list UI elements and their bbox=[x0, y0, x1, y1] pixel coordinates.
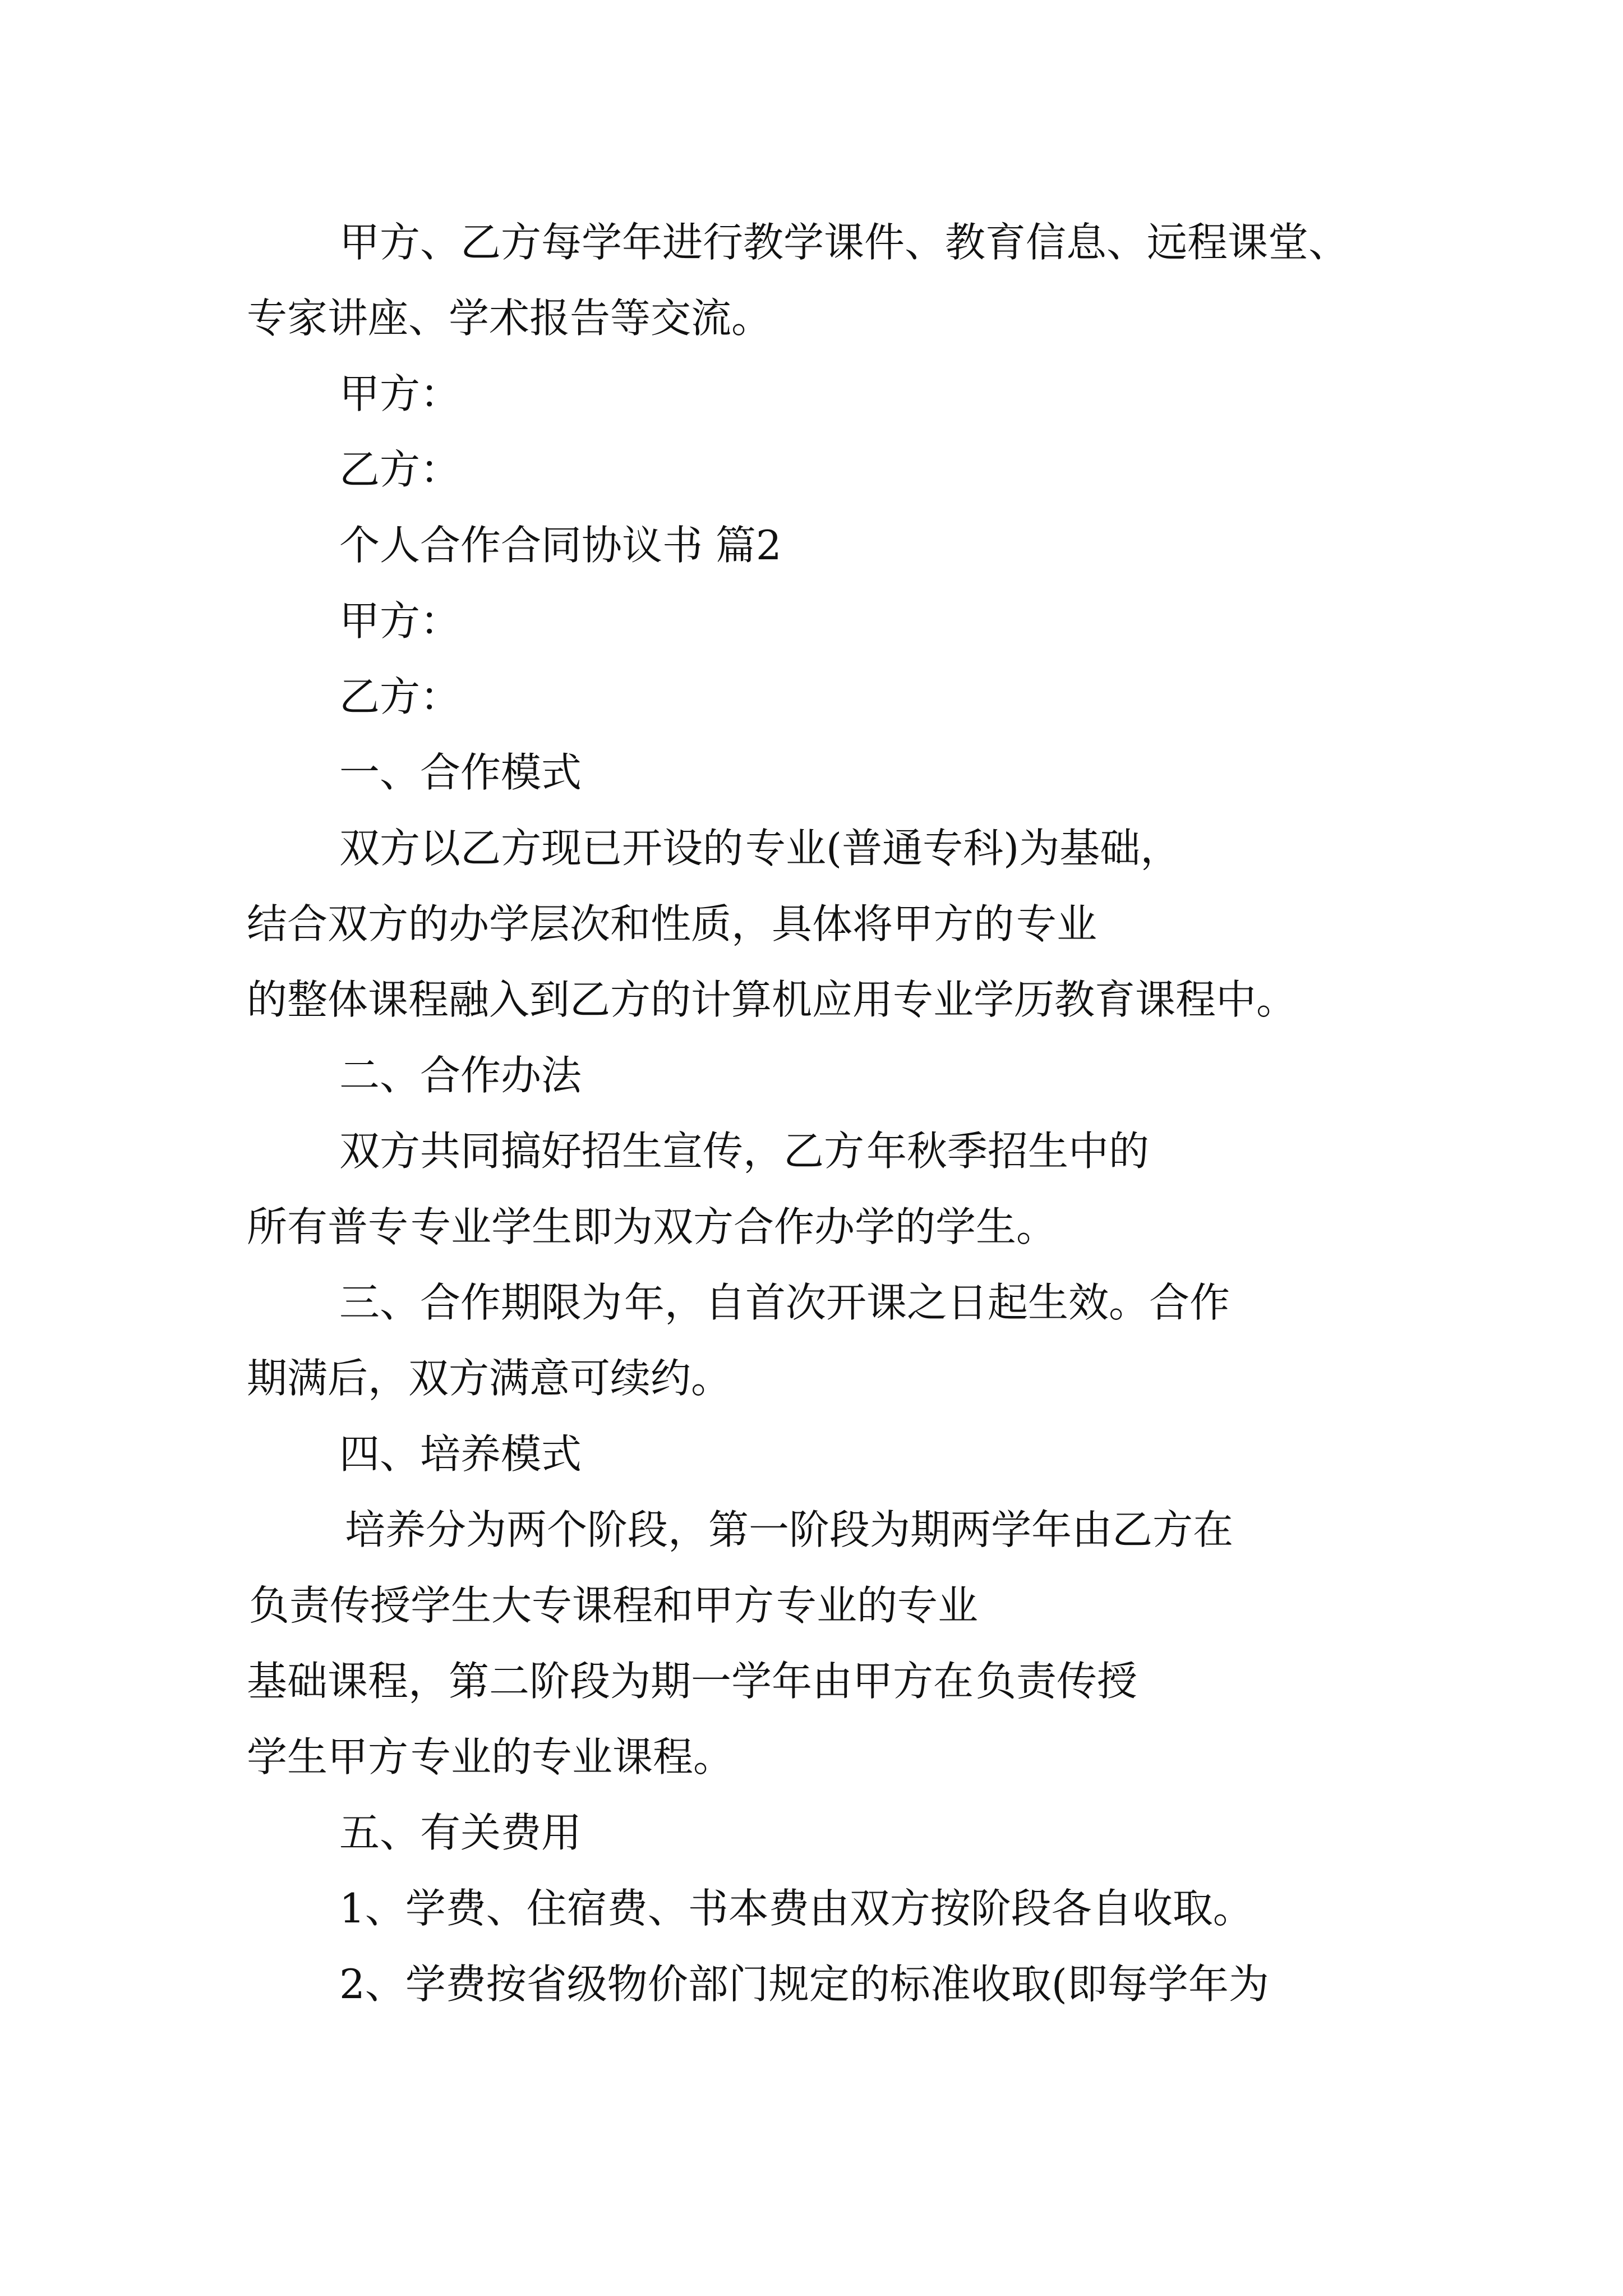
clause-heading: 五、有关费用 bbox=[339, 1809, 582, 1856]
paragraph-line: 培养分为两个阶段，第一阶段为期两学年由乙方在 bbox=[345, 1506, 1234, 1553]
paragraph-line: 2、学费按省级物价部门规定的标准收取(即每学年为 bbox=[339, 1961, 1269, 2008]
party-a-label: 甲方： bbox=[339, 370, 461, 417]
paragraph-line: 双方共同搞好招生宣传，乙方年秋季招生中的 bbox=[339, 1128, 1150, 1175]
clause-heading: 四、培养模式 bbox=[339, 1430, 582, 1478]
paragraph-line: 三、合作期限为年，自首次开课之日起生效。合作 bbox=[339, 1279, 1230, 1326]
paragraph-line: 所有普专专业学生即为双方合作办学的学生。 bbox=[247, 1203, 1057, 1250]
clause-heading: 二、合作办法 bbox=[339, 1052, 582, 1099]
paragraph-line: 基础课程，第二阶段为期一学年由甲方在负责传授 bbox=[247, 1658, 1138, 1705]
clause-heading: 一、合作模式 bbox=[339, 749, 582, 796]
party-a-label: 甲方： bbox=[339, 597, 461, 645]
paragraph-line: 甲方、乙方每学年进行教学课件、教育信息、远程课堂、 bbox=[339, 219, 1349, 266]
section-title: 个人合作合同协议书 篇2 bbox=[339, 522, 782, 569]
paragraph-line: 双方以乙方现已开设的专业(普通专科)为基础， bbox=[339, 825, 1181, 872]
paragraph-line: 的整体课程融入到乙方的计算机应用专业学历教育课程中。 bbox=[247, 976, 1297, 1023]
paragraph-line: 结合双方的办学层次和性质，具体将甲方的专业 bbox=[247, 900, 1098, 947]
paragraph-line: 学生甲方专业的专业课程。 bbox=[247, 1733, 734, 1780]
paragraph-line: 负责传授学生大专课程和甲方专业的专业 bbox=[249, 1582, 979, 1629]
paragraph-line: 期满后，双方满意可续约。 bbox=[247, 1355, 732, 1402]
party-b-label: 乙方： bbox=[339, 446, 461, 493]
paragraph-line: 1、学费、住宿费、书本费由双方按阶段各自收取。 bbox=[339, 1885, 1253, 1932]
paragraph-line: 专家讲座、学术报告等交流。 bbox=[247, 295, 772, 342]
party-b-label: 乙方： bbox=[339, 673, 461, 720]
